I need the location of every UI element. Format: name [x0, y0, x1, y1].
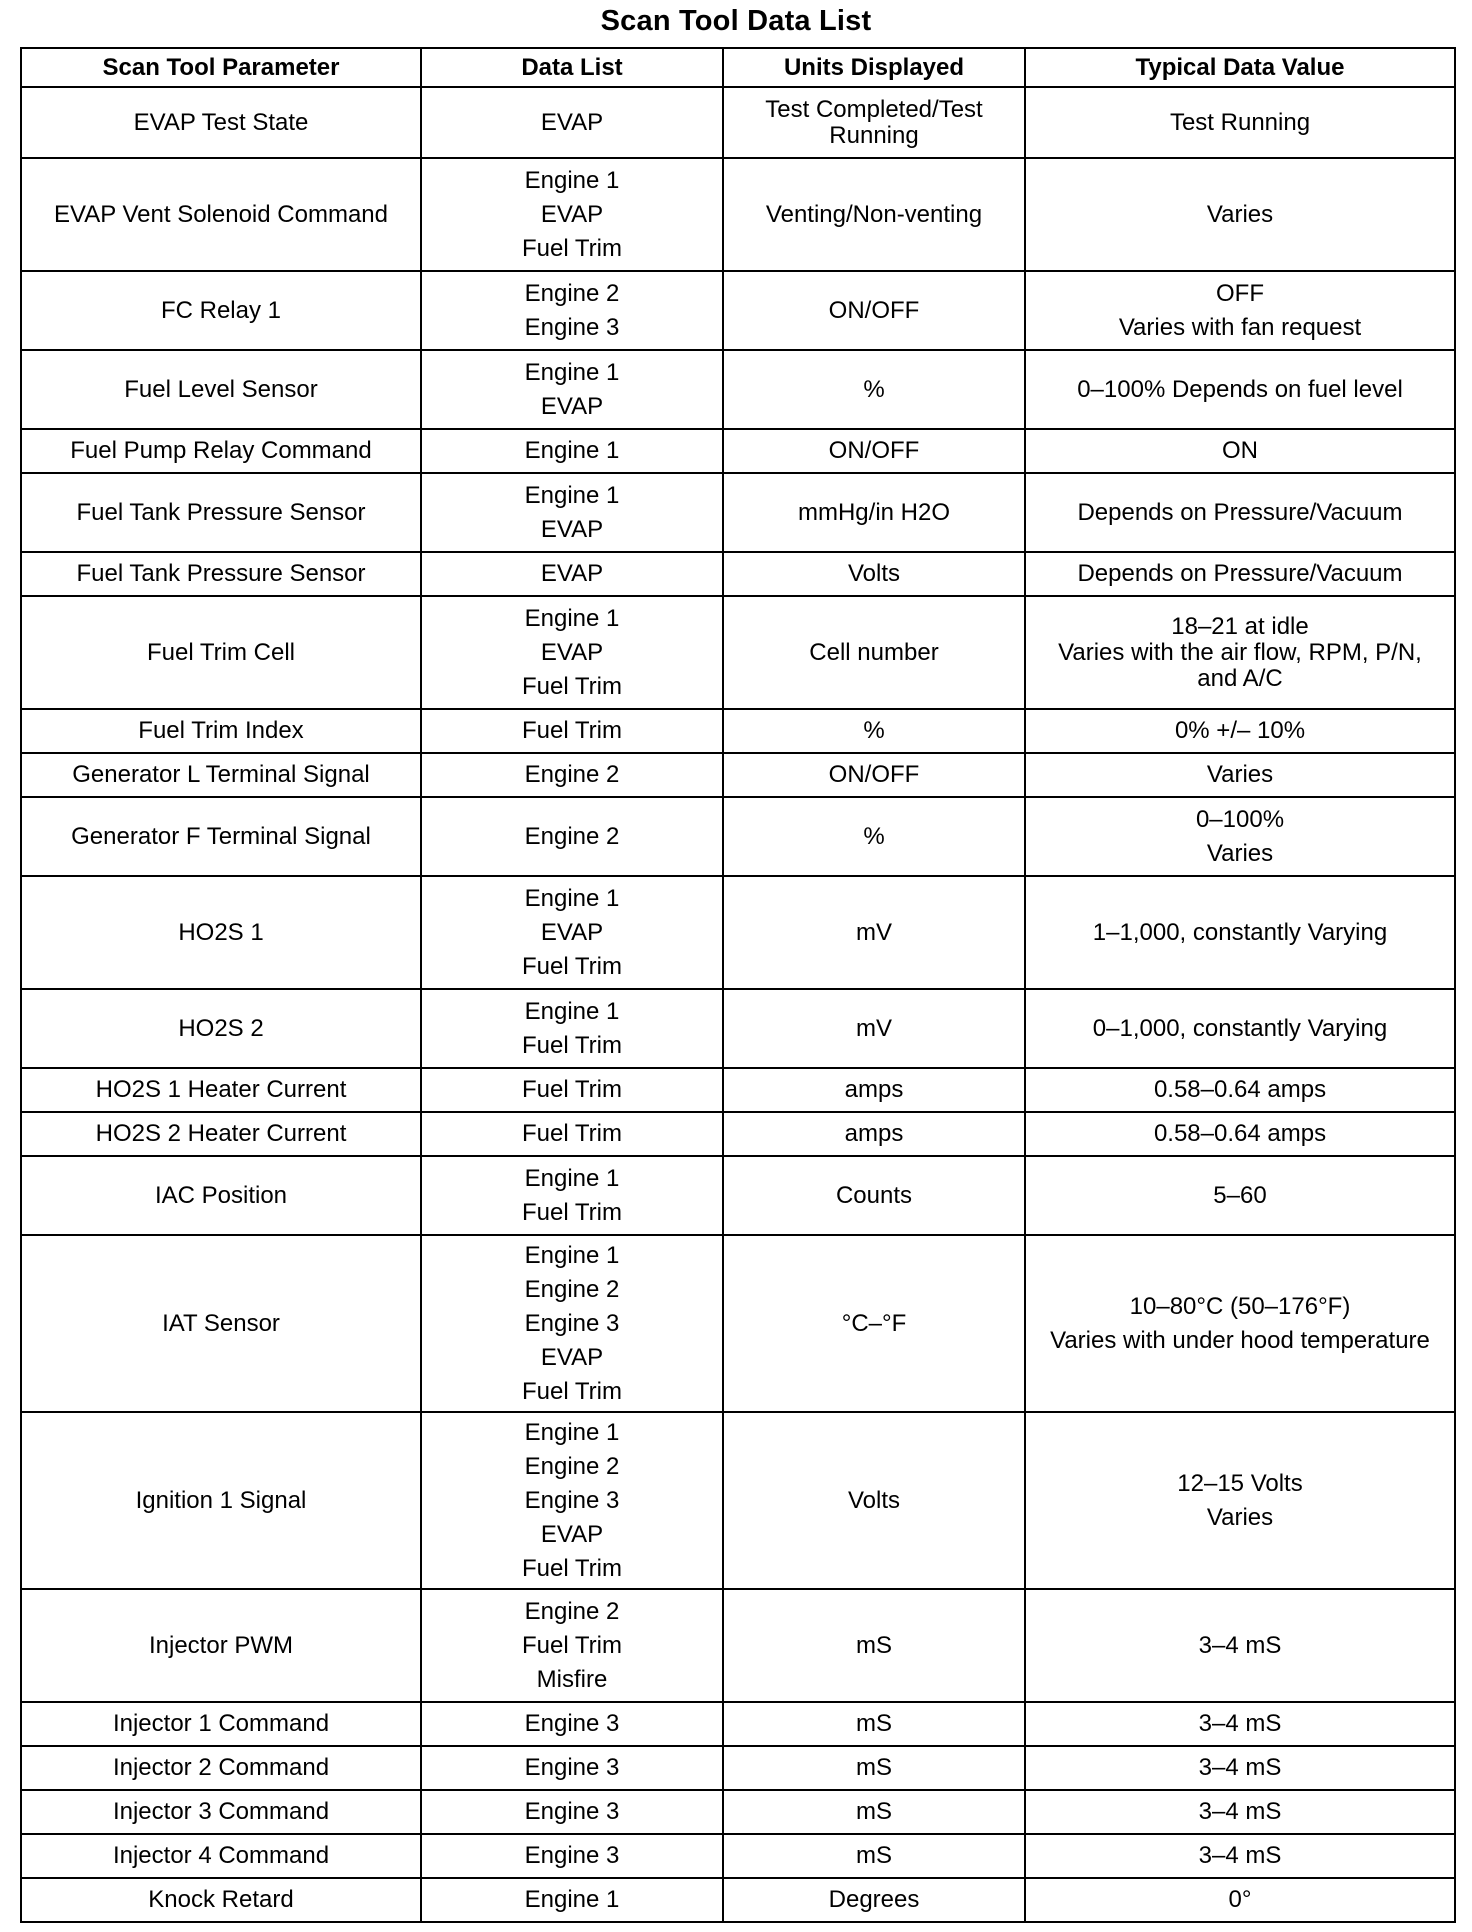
- units-cell: [723, 271, 1025, 350]
- data-list-line: Engine 3: [524, 1842, 620, 1869]
- units-cell: [723, 596, 1025, 709]
- table-row: [21, 1412, 1455, 1589]
- data-list-cell: [421, 753, 723, 797]
- data-list-line: Engine 3: [524, 1798, 620, 1825]
- typical-value-cell: [1025, 1412, 1455, 1589]
- units-cell: [723, 1068, 1025, 1112]
- data-list-line: Engine 3: [524, 1309, 620, 1337]
- units-line: Test Completed/Test: [765, 95, 983, 123]
- typical-value-line: 0°: [1228, 1886, 1252, 1913]
- parameter-cell: FC Relay 1: [21, 271, 421, 350]
- table-row: [21, 473, 1455, 552]
- data-list-line: Fuel Trim: [521, 952, 622, 980]
- data-list-line: EVAP: [540, 392, 604, 420]
- parameter-cell: Injector PWM: [21, 1589, 421, 1702]
- table-row: [21, 797, 1455, 876]
- typical-value-line: 0–100% Depends on fuel level: [1077, 375, 1403, 403]
- typical-value-line: 3–4 mS: [1198, 1842, 1282, 1869]
- header-parameter: Scan Tool Parameter: [21, 48, 421, 87]
- table-row: [21, 1589, 1455, 1702]
- units-line: mmHg/in H2O: [797, 498, 951, 526]
- table-body: [21, 87, 1455, 1922]
- typical-value-cell: [1025, 1702, 1455, 1746]
- units-line: mS: [856, 1754, 892, 1781]
- typical-value-line: 5–60: [1213, 1181, 1267, 1209]
- data-list-line: Engine 2: [524, 1275, 620, 1303]
- data-list-line: Fuel Trim: [521, 1377, 622, 1405]
- data-list-line: Engine 3: [524, 1754, 620, 1781]
- units-line: amps: [844, 1076, 904, 1103]
- data-list-cell: [421, 1589, 723, 1702]
- units-cell: [723, 87, 1025, 158]
- typical-value-line: 0.58–0.64 amps: [1153, 1076, 1327, 1103]
- data-list-line: Engine 2: [524, 761, 620, 788]
- parameter-cell: EVAP Test State: [21, 87, 421, 158]
- table-row: [21, 989, 1455, 1068]
- table-row: [21, 1112, 1455, 1156]
- units-line: Volts: [847, 1486, 901, 1514]
- units-cell: [723, 429, 1025, 473]
- parameter-cell: HO2S 2 Heater Current: [21, 1112, 421, 1156]
- parameter-cell: Fuel Tank Pressure Sensor: [21, 552, 421, 596]
- data-list-line: Engine 1: [524, 437, 620, 464]
- typical-value-cell: [1025, 1834, 1455, 1878]
- typical-value-line: Varies with the air flow, RPM, P/N,: [1058, 638, 1422, 666]
- data-list-line: Engine 2: [524, 822, 620, 850]
- typical-value-line: Varies with fan request: [1118, 313, 1362, 341]
- typical-value-line: Varies with under hood temperature: [1050, 1326, 1430, 1354]
- parameter-cell: Ignition 1 Signal: [21, 1412, 421, 1589]
- units-cell: [723, 797, 1025, 876]
- typical-value-line: 1–1,000, constantly Varying: [1092, 918, 1388, 946]
- typical-value-cell: [1025, 1068, 1455, 1112]
- typical-value-line: 3–4 mS: [1198, 1710, 1282, 1737]
- header-row: [21, 48, 1455, 87]
- data-list-line: Engine 2: [524, 279, 620, 307]
- data-list-line: Engine 2: [524, 1452, 620, 1480]
- parameter-cell: Fuel Trim Index: [21, 709, 421, 753]
- data-list-cell: [421, 1834, 723, 1878]
- units-line: °C–°F: [841, 1309, 907, 1337]
- units-cell: [723, 473, 1025, 552]
- units-cell: [723, 1412, 1025, 1589]
- typical-value-cell: [1025, 429, 1455, 473]
- typical-value-line: Varies: [1206, 839, 1274, 867]
- typical-value-line: Varies: [1206, 1503, 1274, 1531]
- typical-value-cell: [1025, 158, 1455, 271]
- data-list-cell: [421, 1878, 723, 1922]
- data-list-cell: [421, 876, 723, 989]
- units-line: %: [863, 375, 885, 403]
- data-list-line: Fuel Trim: [521, 1198, 622, 1226]
- parameter-cell: EVAP Vent Solenoid Command: [21, 158, 421, 271]
- typical-value-line: 0.58–0.64 amps: [1153, 1120, 1327, 1147]
- typical-value-cell: [1025, 989, 1455, 1068]
- data-list-cell: [421, 1068, 723, 1112]
- units-cell: [723, 1589, 1025, 1702]
- data-list-cell: [421, 596, 723, 709]
- data-list-line: Engine 1: [524, 997, 620, 1025]
- typical-value-line: 0–1,000, constantly Varying: [1092, 1014, 1388, 1042]
- data-list-line: Fuel Trim: [521, 1031, 622, 1059]
- units-line: mV: [856, 1014, 892, 1042]
- units-line: Running: [829, 121, 919, 149]
- data-list-cell: [421, 350, 723, 429]
- typical-value-cell: [1025, 709, 1455, 753]
- data-list-cell: [421, 1412, 723, 1589]
- typical-value-cell: [1025, 1156, 1455, 1235]
- data-list-line: Engine 1: [524, 884, 620, 912]
- data-list-line: EVAP: [540, 200, 604, 228]
- data-list-line: Fuel Trim: [521, 1631, 622, 1659]
- units-cell: [723, 1702, 1025, 1746]
- parameter-cell: Generator L Terminal Signal: [21, 753, 421, 797]
- data-list-line: Engine 2: [524, 1597, 620, 1625]
- data-list-cell: [421, 989, 723, 1068]
- data-list-line: Fuel Trim: [521, 1554, 622, 1582]
- table-row: [21, 1156, 1455, 1235]
- units-line: %: [863, 822, 885, 850]
- units-cell: [723, 1834, 1025, 1878]
- table-row: [21, 1702, 1455, 1746]
- typical-value-line: 10–80°C (50–176°F): [1129, 1292, 1351, 1320]
- data-list-line: Misfire: [536, 1665, 608, 1693]
- typical-value-line: 0% +/– 10%: [1174, 717, 1306, 744]
- units-cell: [723, 158, 1025, 271]
- data-list-line: Engine 3: [524, 313, 620, 341]
- table-row: [21, 1235, 1455, 1412]
- data-list-line: EVAP: [540, 108, 604, 136]
- data-list-line: Fuel Trim: [521, 1120, 622, 1147]
- typical-value-cell: [1025, 596, 1455, 709]
- data-list-line: EVAP: [540, 515, 604, 543]
- data-list-line: Engine 1: [524, 481, 620, 509]
- typical-value-cell: [1025, 552, 1455, 596]
- table-row: [21, 1746, 1455, 1790]
- typical-value-line: 18–21 at idle: [1171, 612, 1309, 640]
- units-line: mS: [856, 1631, 892, 1659]
- table-row: [21, 87, 1455, 158]
- typical-value-line: and A/C: [1197, 664, 1283, 692]
- data-list-line: Engine 1: [524, 358, 620, 386]
- data-list-line: Engine 1: [524, 1418, 620, 1446]
- units-cell: [723, 350, 1025, 429]
- table-row: [21, 552, 1455, 596]
- data-list-cell: [421, 87, 723, 158]
- data-list-cell: [421, 429, 723, 473]
- units-cell: [723, 1790, 1025, 1834]
- units-cell: [723, 1746, 1025, 1790]
- table-row: [21, 876, 1455, 989]
- table-row: [21, 709, 1455, 753]
- typical-value-cell: [1025, 1112, 1455, 1156]
- typical-value-cell: [1025, 1746, 1455, 1790]
- data-list-cell: [421, 1156, 723, 1235]
- typical-value-line: 3–4 mS: [1198, 1754, 1282, 1781]
- data-list-line: EVAP: [540, 1520, 604, 1548]
- parameter-cell: Injector 4 Command: [21, 1834, 421, 1878]
- data-list-cell: [421, 158, 723, 271]
- data-list-cell: [421, 797, 723, 876]
- units-line: mS: [856, 1842, 892, 1869]
- typical-value-cell: [1025, 1589, 1455, 1702]
- data-list-cell: [421, 1235, 723, 1412]
- table-row: [21, 753, 1455, 797]
- units-line: Degrees: [828, 1886, 920, 1913]
- data-list-line: EVAP: [540, 918, 604, 946]
- data-list-cell: [421, 473, 723, 552]
- typical-value-cell: [1025, 876, 1455, 989]
- data-list-cell: [421, 1702, 723, 1746]
- typical-value-line: Depends on Pressure/Vacuum: [1077, 498, 1403, 526]
- typical-value-line: 0–100%: [1195, 805, 1285, 833]
- units-line: Cell number: [809, 638, 939, 666]
- units-line: ON/OFF: [828, 761, 920, 788]
- data-list-cell: [421, 1112, 723, 1156]
- table-row: [21, 1878, 1455, 1922]
- data-list-cell: [421, 1790, 723, 1834]
- typical-value-line: Varies: [1206, 200, 1274, 228]
- data-list-cell: [421, 271, 723, 350]
- table-row: [21, 350, 1455, 429]
- data-list-line: Engine 3: [524, 1486, 620, 1514]
- typical-value-cell: [1025, 753, 1455, 797]
- units-cell: [723, 753, 1025, 797]
- table-row: [21, 271, 1455, 350]
- parameter-cell: Generator F Terminal Signal: [21, 797, 421, 876]
- parameter-cell: HO2S 1 Heater Current: [21, 1068, 421, 1112]
- parameter-cell: Injector 3 Command: [21, 1790, 421, 1834]
- units-line: mS: [856, 1710, 892, 1737]
- data-list-line: EVAP: [540, 560, 604, 587]
- data-list-line: Engine 1: [524, 1164, 620, 1192]
- units-line: amps: [844, 1120, 904, 1147]
- parameter-cell: Fuel Pump Relay Command: [21, 429, 421, 473]
- scan-tool-data-table: [20, 47, 1456, 1923]
- data-list-line: Engine 1: [524, 1241, 620, 1269]
- typical-value-cell: [1025, 473, 1455, 552]
- header-units: Units Displayed: [723, 48, 1025, 87]
- units-cell: [723, 1878, 1025, 1922]
- typical-value-line: 12–15 Volts: [1177, 1469, 1303, 1497]
- table-row: [21, 596, 1455, 709]
- typical-value-line: Varies: [1206, 761, 1274, 788]
- typical-value-cell: [1025, 1790, 1455, 1834]
- table-row: [21, 1834, 1455, 1878]
- units-line: Venting/Non-venting: [765, 200, 983, 228]
- data-list-line: Engine 3: [524, 1710, 620, 1737]
- typical-value-cell: [1025, 1235, 1455, 1412]
- typical-value-line: OFF: [1216, 279, 1264, 307]
- typical-value-line: Test Running: [1169, 108, 1311, 136]
- units-cell: [723, 1112, 1025, 1156]
- header-data-list: Data List: [421, 48, 723, 87]
- data-list-line: Fuel Trim: [521, 234, 622, 262]
- data-list-line: EVAP: [540, 638, 604, 666]
- typical-value-line: 3–4 mS: [1198, 1631, 1282, 1659]
- units-cell: [723, 876, 1025, 989]
- typical-value-cell: [1025, 271, 1455, 350]
- units-cell: [723, 989, 1025, 1068]
- data-list-line: EVAP: [540, 1343, 604, 1371]
- header-typical-value: Typical Data Value: [1025, 48, 1455, 87]
- parameter-cell: HO2S 2: [21, 989, 421, 1068]
- typical-value-cell: [1025, 87, 1455, 158]
- parameter-cell: Fuel Trim Cell: [21, 596, 421, 709]
- parameter-cell: Fuel Level Sensor: [21, 350, 421, 429]
- parameter-cell: Fuel Tank Pressure Sensor: [21, 473, 421, 552]
- table-row: [21, 1790, 1455, 1834]
- parameter-cell: Knock Retard: [21, 1878, 421, 1922]
- table-row: [21, 429, 1455, 473]
- units-cell: [723, 1156, 1025, 1235]
- typical-value-line: Depends on Pressure/Vacuum: [1077, 560, 1403, 587]
- table-row: [21, 1068, 1455, 1112]
- units-line: mS: [856, 1798, 892, 1825]
- data-list-line: Engine 1: [524, 1886, 620, 1913]
- data-list-line: Engine 1: [524, 166, 620, 194]
- parameter-cell: Injector 1 Command: [21, 1702, 421, 1746]
- parameter-cell: IAC Position: [21, 1156, 421, 1235]
- document-title: Scan Tool Data List: [600, 5, 872, 37]
- parameter-cell: IAT Sensor: [21, 1235, 421, 1412]
- units-line: Volts: [847, 560, 901, 587]
- units-cell: [723, 552, 1025, 596]
- units-line: Counts: [835, 1181, 913, 1209]
- data-list-line: Fuel Trim: [521, 717, 622, 744]
- typical-value-line: 3–4 mS: [1198, 1798, 1282, 1825]
- data-list-cell: [421, 1746, 723, 1790]
- table-row: [21, 158, 1455, 271]
- typical-value-cell: [1025, 350, 1455, 429]
- data-list-line: Fuel Trim: [521, 672, 622, 700]
- data-list-line: Fuel Trim: [521, 1076, 622, 1103]
- units-line: %: [863, 717, 885, 744]
- data-list-cell: [421, 552, 723, 596]
- units-line: mV: [856, 918, 892, 946]
- parameter-cell: HO2S 1: [21, 876, 421, 989]
- units-cell: [723, 1235, 1025, 1412]
- data-list-cell: [421, 709, 723, 753]
- units-line: ON/OFF: [828, 296, 920, 324]
- units-cell: [723, 709, 1025, 753]
- data-list-line: Engine 1: [524, 604, 620, 632]
- typical-value-line: ON: [1222, 437, 1258, 464]
- typical-value-cell: [1025, 1878, 1455, 1922]
- typical-value-cell: [1025, 797, 1455, 876]
- units-line: ON/OFF: [828, 437, 920, 464]
- parameter-cell: Injector 2 Command: [21, 1746, 421, 1790]
